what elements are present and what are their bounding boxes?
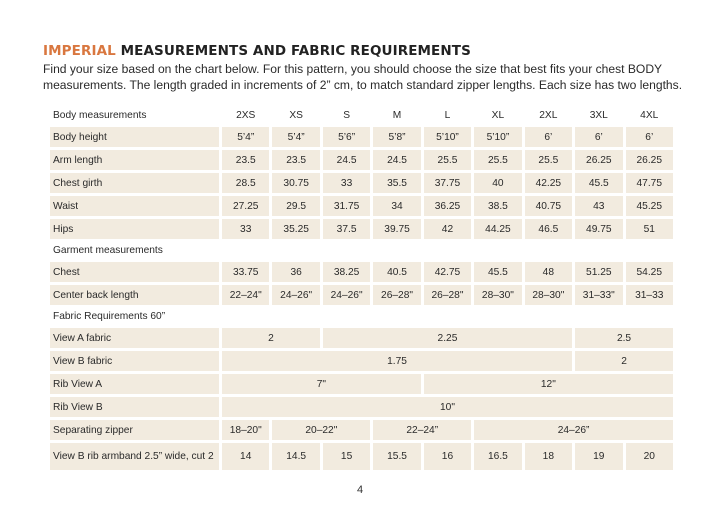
table-cell: 33	[222, 219, 269, 239]
size-label: M	[392, 110, 402, 121]
table-cell: 6’	[626, 127, 674, 147]
table-cell: 36	[272, 262, 319, 282]
table-cell: 24–26"	[323, 285, 370, 305]
row-label: View B rib armband 2.5” wide, cut 2	[50, 443, 219, 470]
table-cell: 28–30"	[474, 285, 521, 305]
table-cell: 20	[626, 443, 674, 470]
table-row	[50, 219, 673, 239]
table-cell: 7"	[222, 374, 421, 394]
table-cell: 24.5	[323, 150, 370, 170]
table-cell: 25.5	[525, 150, 572, 170]
garment-measurements-header: Garment measurements	[53, 245, 163, 256]
table-cell: 26.25	[626, 150, 674, 170]
table-cell: 6’	[575, 127, 622, 147]
table-cell: 49.75	[575, 219, 622, 239]
table-cell: 40	[474, 173, 521, 193]
table-cell: 14.5	[272, 443, 319, 470]
page-number: 4	[356, 484, 364, 496]
intro-text: Find your size based on the chart below. For this pattern, you should choose the size that best fits your chest BODY measurements. The length graded in increments of 2” cm, to match standard zipper lengths. Each size has two lengths.	[43, 62, 683, 92]
table-cell: 26–28"	[373, 285, 420, 305]
table-cell: 43	[575, 196, 622, 216]
row-label: Arm length	[50, 150, 219, 170]
row-label: Rib View A	[50, 374, 219, 394]
header	[43, 42, 703, 93]
row-label: Hips	[50, 219, 219, 239]
size-label: 3XL	[589, 110, 608, 121]
table-cell: 51.25	[575, 262, 622, 282]
table-cell: 31.75	[323, 196, 370, 216]
table-cell: 27.25	[222, 196, 269, 216]
table-row	[50, 351, 673, 371]
table-cell: 5’10”	[474, 127, 521, 147]
table-row	[50, 285, 673, 305]
row-label: Body height	[50, 127, 219, 147]
size-label: L	[444, 110, 451, 121]
table-cell: 20–22"	[272, 420, 370, 440]
body-measurements-header: Body measurements	[53, 110, 147, 121]
row-label: Separating zipper	[50, 420, 219, 440]
table-cell: 48	[525, 262, 572, 282]
table-row	[50, 262, 673, 282]
table-cell: 35.25	[272, 219, 319, 239]
table-cell: 33.75	[222, 262, 269, 282]
size-label: XS	[289, 110, 303, 121]
size-label: S	[343, 110, 350, 121]
table-cell: 44.25	[474, 219, 521, 239]
section-header-row	[50, 308, 673, 325]
table-cell: 30.75	[272, 173, 319, 193]
size-label: 2XS	[236, 110, 256, 121]
table-cell: 24–26”	[474, 420, 673, 440]
table-cell: 1.75	[222, 351, 572, 371]
table-cell: 36.25	[424, 196, 471, 216]
table-cell: 22–24"	[222, 285, 269, 305]
table-cell: 40.75	[525, 196, 572, 216]
size-label: XL	[491, 110, 505, 121]
title-rest: MEASUREMENTS AND FABRIC REQUIREMENTS	[115, 43, 471, 59]
table-cell: 15.5	[373, 443, 420, 470]
table-cell: 16	[424, 443, 471, 470]
table-cell: 37.5	[323, 219, 370, 239]
row-label: Center back length	[50, 285, 219, 305]
table-cell: 19	[575, 443, 622, 470]
table-cell: 5’6”	[323, 127, 370, 147]
row-label: View A fabric	[50, 328, 219, 348]
page-title	[43, 42, 703, 60]
table-cell: 38.25	[323, 262, 370, 282]
table-cell: 22–24”	[373, 420, 471, 440]
table-cell: 45.5	[575, 173, 622, 193]
table-cell: 6’	[525, 127, 572, 147]
table-cell: 24–26"	[272, 285, 319, 305]
table-cell: 23.5	[272, 150, 319, 170]
table-cell: 5’4”	[222, 127, 269, 147]
size-header-row	[50, 107, 673, 124]
table-cell: 5’4”	[272, 127, 319, 147]
table-row	[50, 328, 673, 348]
table-row	[50, 127, 673, 147]
title-accent: IMPERIAL	[43, 43, 116, 59]
table-cell: 25.5	[424, 150, 471, 170]
table-cell: 54.25	[626, 262, 674, 282]
row-label: Chest	[50, 262, 219, 282]
table-cell: 40.5	[373, 262, 420, 282]
table-cell: 42	[424, 219, 471, 239]
table-row	[50, 173, 673, 193]
table-row	[50, 443, 673, 470]
table-cell: 35.5	[373, 173, 420, 193]
row-label: Chest girth	[50, 173, 219, 193]
table-cell: 39.75	[373, 219, 420, 239]
table-cell: 45.25	[626, 196, 674, 216]
row-label: View B fabric	[50, 351, 219, 371]
table-row	[50, 420, 673, 440]
table-cell: 16.5	[474, 443, 521, 470]
table-cell: 33	[323, 173, 370, 193]
table-row	[50, 196, 673, 216]
table-cell: 31–33"	[575, 285, 622, 305]
table-cell: 18–20"	[222, 420, 269, 440]
table-cell: 51	[626, 219, 674, 239]
table-cell: 24.5	[373, 150, 420, 170]
size-chart-table	[47, 104, 676, 473]
table-cell: 29.5	[272, 196, 319, 216]
table-cell: 18	[525, 443, 572, 470]
table-row	[50, 374, 673, 394]
table-row	[50, 150, 673, 170]
table-cell: 28–30"	[525, 285, 572, 305]
row-label: Rib View B	[50, 397, 219, 417]
table-cell: 5’8”	[373, 127, 420, 147]
row-label: Waist	[50, 196, 219, 216]
table-cell: 2.5	[575, 328, 673, 348]
table-cell: 38.5	[474, 196, 521, 216]
table-cell: 2	[575, 351, 673, 371]
table-cell: 2.25	[323, 328, 572, 348]
table-cell: 10"	[222, 397, 673, 417]
table-cell: 26–28"	[424, 285, 471, 305]
table-cell: 12"	[424, 374, 673, 394]
table-cell: 25.5	[474, 150, 521, 170]
table-cell: 15	[323, 443, 370, 470]
table-cell: 14	[222, 443, 269, 470]
table-cell: 5’10”	[424, 127, 471, 147]
size-label: 2XL	[539, 110, 558, 121]
size-label: 4XL	[640, 110, 659, 121]
section-header-row	[50, 242, 673, 259]
table-row	[50, 397, 673, 417]
table-cell: 34	[373, 196, 420, 216]
table-cell: 47.75	[626, 173, 674, 193]
table-cell: 31–33	[626, 285, 674, 305]
table-cell: 26.25	[575, 150, 622, 170]
table-cell: 42.75	[424, 262, 471, 282]
table-cell: 23.5	[222, 150, 269, 170]
table-cell: 2	[222, 328, 320, 348]
table-cell: 37.75	[424, 173, 471, 193]
table-cell: 45.5	[474, 262, 521, 282]
table-cell: 42.25	[525, 173, 572, 193]
table-cell: 28.5	[222, 173, 269, 193]
fabric-requirements-header: Fabric Requirements 60”	[53, 311, 166, 322]
table-cell: 46.5	[525, 219, 572, 239]
